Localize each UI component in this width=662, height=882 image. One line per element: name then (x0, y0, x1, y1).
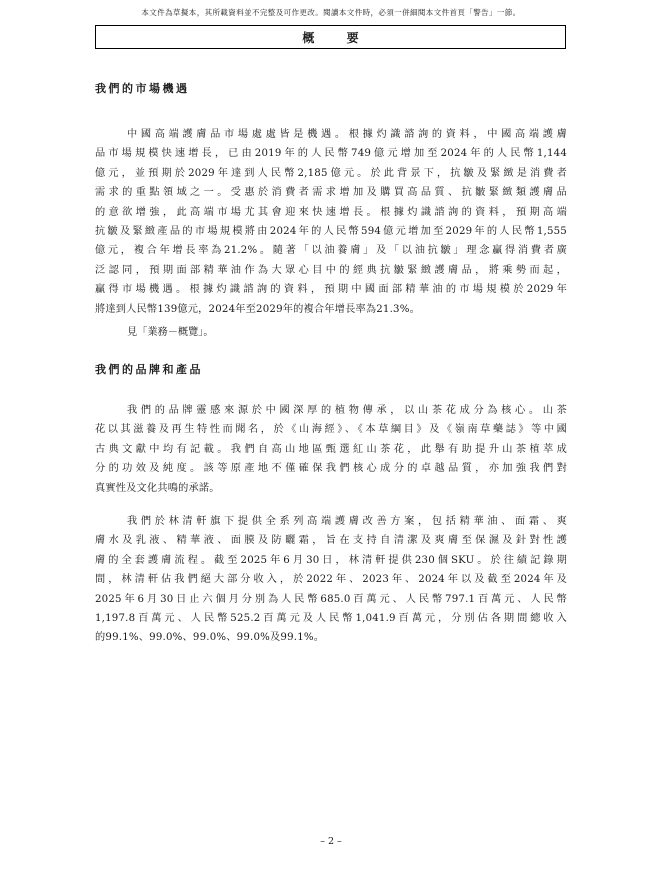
heading-market-opportunity: 我們的市場機遇 (95, 82, 190, 95)
paragraph-line: 膚水及乳液、精華液、面膜及防曬霜，旨在支持自清潔及爽膚至保濕及針對性護 (95, 535, 567, 547)
paragraph-line: 分的功效及純度。該等原產地不僅確保我們核心成分的卓越品質，亦加強我們對 (95, 463, 567, 475)
paragraph-line: 2025年6月30日止六個月分別為人民幣685.0百萬元、人民幣797.1百萬元、人民幣 (95, 593, 567, 605)
paragraph-line: 抗皺及緊緻產品的市場規模將由2024年的人民幣594億元增加至2029年的人民幣1,555 (95, 226, 567, 238)
paragraph-line: 花以其滋養及再生特性而聞名，於《山海經》、《本草綱目》及《嶺南草藥誌》等中國 (95, 424, 567, 436)
paragraph-line: 我們的品牌靈感來源於中國深厚的植物傳承，以山茶花成分為核心。山茶 (127, 405, 567, 416)
brand-paragraph-2 (95, 512, 567, 648)
paragraph-line: 真實性及文化共鳴的承諾。 (95, 482, 220, 494)
section-title: 概 要 (95, 25, 566, 49)
paragraph-line: 的意欲增強，此高端市場尤其會迎來快速增長。根據灼識諮詢的資料，預期高端 (95, 206, 567, 218)
page-number: – 2 – (320, 836, 342, 847)
heading-brand-products: 我們的品牌和產品 (95, 363, 203, 376)
paragraph-line: 的99.1%、99.0%、99.0%、99.0%及99.1%。 (95, 632, 325, 644)
market-opportunity-paragraph (95, 125, 567, 319)
paragraph-line: 將達到人民幣139億元，2024年至2029年的複合年增長率為21.3%。 (95, 303, 420, 315)
business-overview-reference: 見「業務－概覽」。 (127, 327, 214, 338)
paragraph-line: 古典文獻中均有記載。我們自高山地區甄選紅山茶花，此舉有助提升山茶植萃成 (95, 443, 567, 455)
paragraph-line: 需求的重點領域之一。受惠於消費者需求增加及購買高品質、抗皺緊緻類護膚品 (95, 187, 567, 199)
draft-notice: 本文件為草擬本，其所載資料並不完整及可作更改。閱讀本文件時，必須一併細閱本文件首頁「警告」一節。 (141, 8, 521, 17)
brand-paragraph-1 (95, 401, 567, 498)
paragraph-line: 億元，複合年增長率為21.2%。隨著「以油養膚」及「以油抗皺」理念贏得消費者廣 (95, 245, 567, 257)
paragraph-line: 中國高端護膚品市場處處皆是機遇。根據灼識諮詢的資料，中國高端護膚 (127, 129, 567, 140)
paragraph-line: 億元，並預期於2029年達到人民幣2,185億元。於此背景下，抗皺及緊緻是消費者 (95, 167, 567, 179)
paragraph-line: 我們於林清軒旗下提供全系列高端護膚改善方案，包括精華油、面霜、爽 (127, 516, 567, 527)
paragraph-line: 品市場規模快速增長，已由2019年的人民幣749億元增加至2024年的人民幣1,144 (95, 148, 567, 160)
paragraph-line: 1,197.8百萬元、人民幣525.2百萬元及人民幣1,041.9百萬元，分別佔各期間總收入 (95, 613, 567, 625)
paragraph-line: 間，林清軒佔我們絕大部分收入，於2022年、2023年、2024年以及截至2024年及 (95, 574, 567, 586)
paragraph-line: 贏得市場機遇。根據灼識諮詢的資料，預期中國面部精華油的市場規模於2029年 (95, 284, 567, 296)
paragraph-line: 泛認同，預期面部精華油作為大眾心目中的經典抗皺緊緻護膚品，將乘勢而起， (95, 264, 567, 276)
paragraph-line: 膚的全套護膚流程。截至2025年6月30日，林清軒提供230個SKU。於往績記錄期 (95, 554, 567, 566)
